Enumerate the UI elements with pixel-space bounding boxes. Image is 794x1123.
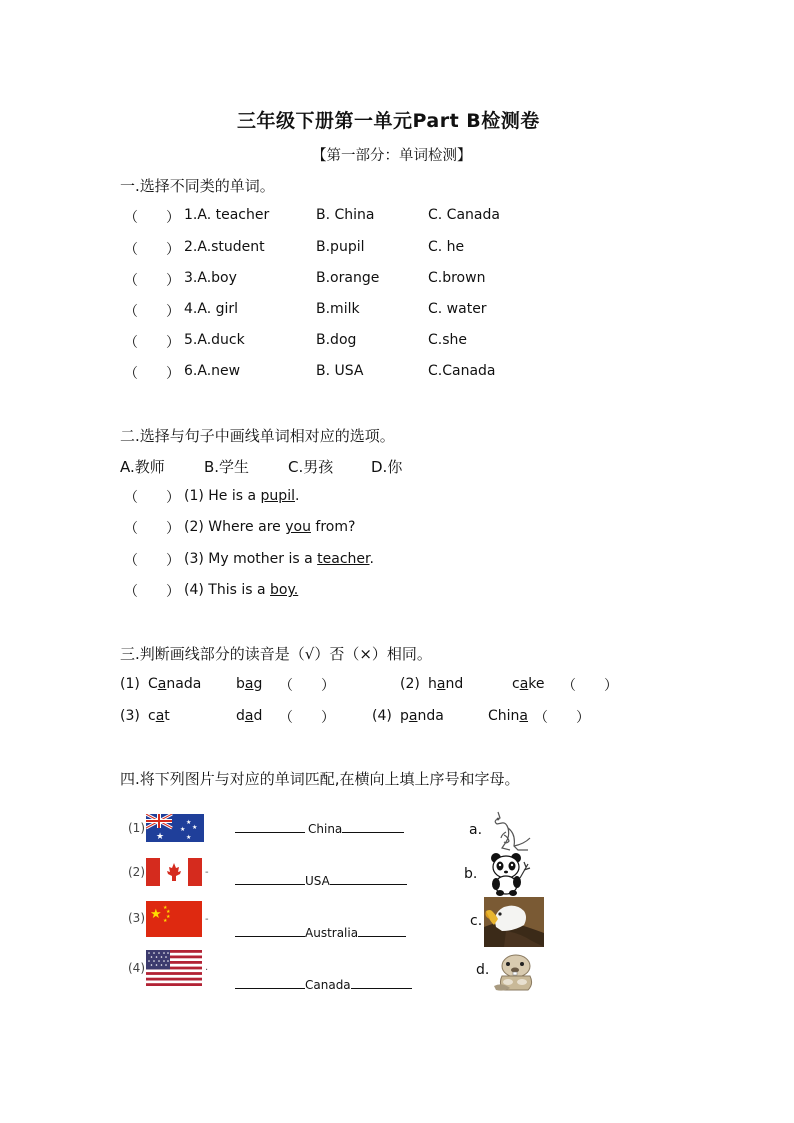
- option-a: A.教师: [120, 458, 165, 476]
- panda-icon: [486, 852, 532, 896]
- usa-flag-icon: [146, 950, 202, 986]
- picture-letter: b.: [464, 866, 478, 882]
- answer-paren[interactable]: （ ）: [124, 490, 180, 506]
- answer-paren[interactable]: （ ）: [124, 335, 180, 351]
- svg-text:★: ★: [163, 918, 168, 924]
- section4-heading: 四.将下列图片与对应的单词匹配,在横向上填上序号和字母。: [120, 770, 520, 788]
- match-line-4[interactable]: Canada: [235, 975, 412, 992]
- dash-mark: .: [205, 962, 209, 973]
- option-d: D.你: [371, 458, 403, 476]
- option-a: 3.A.boy: [184, 270, 237, 286]
- svg-text:★: ★: [156, 832, 165, 842]
- dash-mark: -: [205, 867, 209, 878]
- page-title: 三年级下册第一单元Part B检测卷: [237, 110, 540, 132]
- dash-mark: -: [205, 914, 209, 925]
- answer-paren[interactable]: （ ）: [124, 210, 180, 226]
- answer-paren[interactable]: （ ）: [279, 678, 335, 694]
- word-dad: dad: [236, 708, 263, 724]
- option-c: C.brown: [428, 270, 486, 286]
- flag-number: (1): [128, 821, 145, 835]
- svg-text:★: ★: [150, 907, 162, 922]
- item-number: (4): [372, 708, 392, 724]
- picture-letter: c.: [470, 913, 483, 929]
- svg-text:★: ★: [186, 819, 192, 826]
- section2-heading: 二.选择与句子中画线单词相对应的选项。: [120, 427, 395, 445]
- answer-paren[interactable]: （ ）: [124, 242, 180, 258]
- option-a: 2.A.student: [184, 239, 265, 255]
- option-a: 5.A.duck: [184, 332, 245, 348]
- china-flag-icon: [146, 901, 202, 937]
- underlined-word: boy.: [270, 582, 299, 598]
- svg-text:★: ★: [192, 824, 198, 831]
- option-c: C.Canada: [428, 363, 496, 379]
- option-c: C.she: [428, 332, 468, 348]
- flag-number: (2): [128, 865, 145, 879]
- answer-paren[interactable]: （ ）: [534, 710, 590, 726]
- beaver-icon: [490, 950, 540, 994]
- word-hand: hand: [428, 676, 464, 692]
- option-c: C. he: [428, 239, 465, 255]
- option-a: 4.A. girl: [184, 301, 239, 317]
- flag-number: (3): [128, 911, 145, 925]
- svg-text:★: ★: [186, 834, 192, 841]
- answer-paren[interactable]: （ ）: [124, 304, 180, 320]
- sentence-2: (2) Where are you from?: [184, 519, 356, 535]
- answer-paren[interactable]: （ ）: [562, 678, 618, 694]
- answer-paren[interactable]: （ ）: [124, 366, 180, 382]
- section-subtitle: 【第一部分：单词检测】: [312, 148, 472, 164]
- word-canada: Canada: [148, 676, 202, 692]
- option-b: B.学生: [204, 458, 250, 476]
- sentence-3: (3) My mother is a teacher.: [184, 551, 374, 567]
- canada-flag-icon: [146, 858, 202, 886]
- word-bag: bag: [236, 676, 263, 692]
- item-number: (2): [400, 676, 420, 692]
- match-line-2[interactable]: USA: [235, 871, 407, 888]
- answer-paren[interactable]: （ ）: [124, 584, 180, 600]
- picture-letter: d.: [476, 962, 490, 978]
- option-c: C.男孩: [288, 458, 334, 476]
- item-number: (3): [120, 708, 140, 724]
- match-line-1[interactable]: China: [235, 819, 404, 836]
- option-c: C. water: [428, 301, 487, 317]
- word-panda: panda: [400, 708, 444, 724]
- section1-heading: 一.选择不同类的单词。: [120, 177, 275, 195]
- eagle-icon: [484, 897, 544, 947]
- option-c: C. Canada: [428, 207, 500, 223]
- australia-flag-icon: [146, 814, 204, 842]
- option-b: B.orange: [316, 270, 380, 286]
- option-a: 1.A. teacher: [184, 207, 270, 223]
- underlined-word: you: [285, 519, 311, 535]
- answer-paren[interactable]: （ ）: [124, 553, 180, 569]
- match-line-3[interactable]: Australia: [235, 923, 406, 940]
- picture-letter: a.: [469, 822, 483, 838]
- svg-text:★: ★: [180, 826, 186, 833]
- svg-text:★: ★: [166, 909, 171, 915]
- option-b: B.milk: [316, 301, 360, 317]
- word-china: China: [488, 708, 529, 724]
- word-cat: cat: [148, 708, 170, 724]
- section3-heading: 三.判断画线部分的读音是（√）否（×）相同。: [120, 645, 432, 663]
- underlined-word: pupil: [260, 488, 295, 504]
- option-b: B.pupil: [316, 239, 365, 255]
- answer-paren[interactable]: （ ）: [124, 273, 180, 289]
- flag-number: (4): [128, 961, 145, 975]
- svg-text:★: ★: [163, 905, 168, 911]
- option-a: 6.A.new: [184, 363, 241, 379]
- sentence-1: (1) He is a pupil.: [184, 488, 300, 504]
- option-b: B. China: [316, 207, 375, 223]
- option-b: B. USA: [316, 363, 364, 379]
- sentence-4: (4) This is a boy.: [184, 582, 299, 598]
- underlined-word: teacher: [317, 551, 370, 567]
- svg-text:★: ★: [166, 914, 171, 920]
- answer-paren[interactable]: （ ）: [279, 710, 335, 726]
- answer-paren[interactable]: （ ）: [124, 521, 180, 537]
- item-number: (1): [120, 676, 140, 692]
- kangaroo-icon: [484, 808, 534, 854]
- word-cake: cake: [512, 676, 545, 692]
- option-b: B.dog: [316, 332, 357, 348]
